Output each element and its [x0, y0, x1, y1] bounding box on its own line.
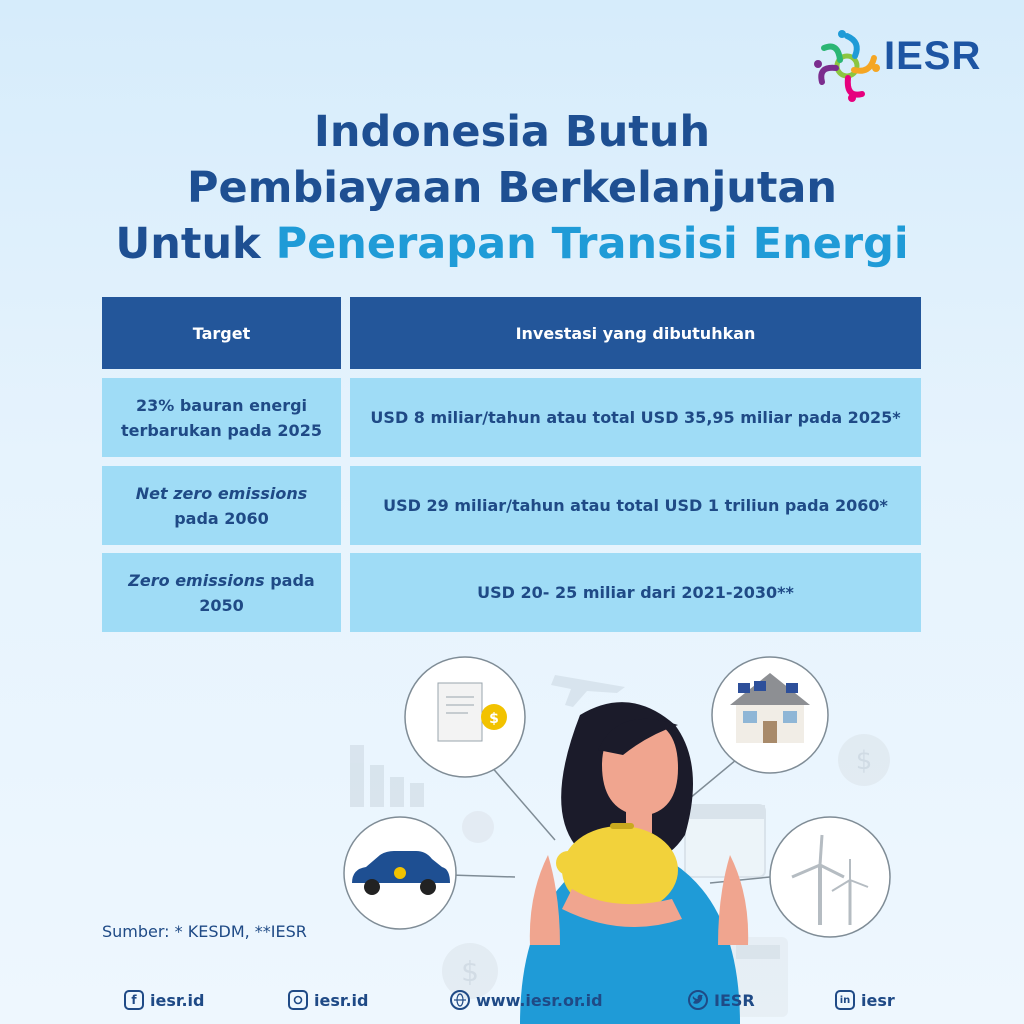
linkedin-icon: in: [835, 990, 855, 1010]
title-line-3-accent: Penerapan Transisi Energi: [275, 219, 909, 269]
airplane-icon: [551, 675, 625, 707]
table-row-3-target-text: pada 2050: [199, 570, 315, 615]
calendar-icon: [685, 805, 765, 877]
table-row-2-target-italic: Net zero emissions: [135, 483, 308, 503]
facebook-icon: f: [124, 990, 144, 1010]
table-row-2-target: [102, 466, 341, 545]
logo-text: IESR: [884, 34, 982, 78]
title-line-1: Indonesia Butuh: [313, 107, 711, 157]
twitter-icon: [688, 990, 708, 1010]
table-row-3-investment: USD 20- 25 miliar dari 2021-2030**: [350, 553, 921, 632]
footer-facebook-text: iesr.id: [150, 990, 205, 1010]
footer-twitter-text: IESR: [714, 990, 755, 1010]
footer-website[interactable]: [450, 990, 603, 1010]
solar-house-circle: [712, 657, 828, 773]
table-row-2-target-text: pada 2060: [174, 508, 269, 528]
footer-facebook[interactable]: [124, 990, 204, 1010]
svg-text:$: $: [461, 955, 479, 988]
title-line-3-part-1: Untuk: [115, 219, 276, 269]
table-row-3-target-italic: Zero emissions: [128, 570, 265, 590]
iesr-logo: [812, 28, 992, 104]
table-row-2-investment: USD 29 miliar/tahun atau total USD 1 triliun pada 2060*: [350, 466, 921, 545]
title-line-3: [0, 216, 1024, 272]
table-row-1-target: [102, 378, 341, 457]
instagram-icon: [288, 990, 308, 1010]
wind-turbine-circle: [770, 817, 890, 937]
table-row-1-investment: USD 8 miliar/tahun atau total USD 35,95 miliar pada 2025*: [350, 378, 921, 457]
footer-website-text: www.iesr.or.id: [476, 990, 603, 1010]
svg-text:$: $: [489, 711, 499, 727]
footer-linkedin[interactable]: [835, 990, 895, 1010]
source-note: Sumber: * KESDM, **IESR: [102, 922, 307, 941]
table-row-1-target-text: 23% bauran energi terbarukan pada 2025: [121, 395, 322, 440]
title-line-2: Pembiayaan Berkelanjutan: [187, 163, 837, 213]
bar-chart-icon: [350, 745, 424, 807]
document-circle: [405, 657, 525, 777]
illustration: [330, 655, 910, 1024]
footer-linkedin-text: iesr: [861, 990, 895, 1010]
table-row-3-target: [102, 553, 341, 632]
footer-instagram[interactable]: [288, 990, 368, 1010]
iesr-logo-mark: [812, 28, 882, 104]
svg-text:$: $: [855, 746, 873, 776]
table-header-investment: Investasi yang dibutuhkan: [350, 297, 921, 369]
electric-car-circle: [344, 817, 456, 929]
footer-instagram-text: iesr.id: [314, 990, 369, 1010]
globe-icon: [450, 990, 470, 1010]
footer-twitter[interactable]: [688, 990, 755, 1010]
table-header-target: Target: [102, 297, 341, 369]
